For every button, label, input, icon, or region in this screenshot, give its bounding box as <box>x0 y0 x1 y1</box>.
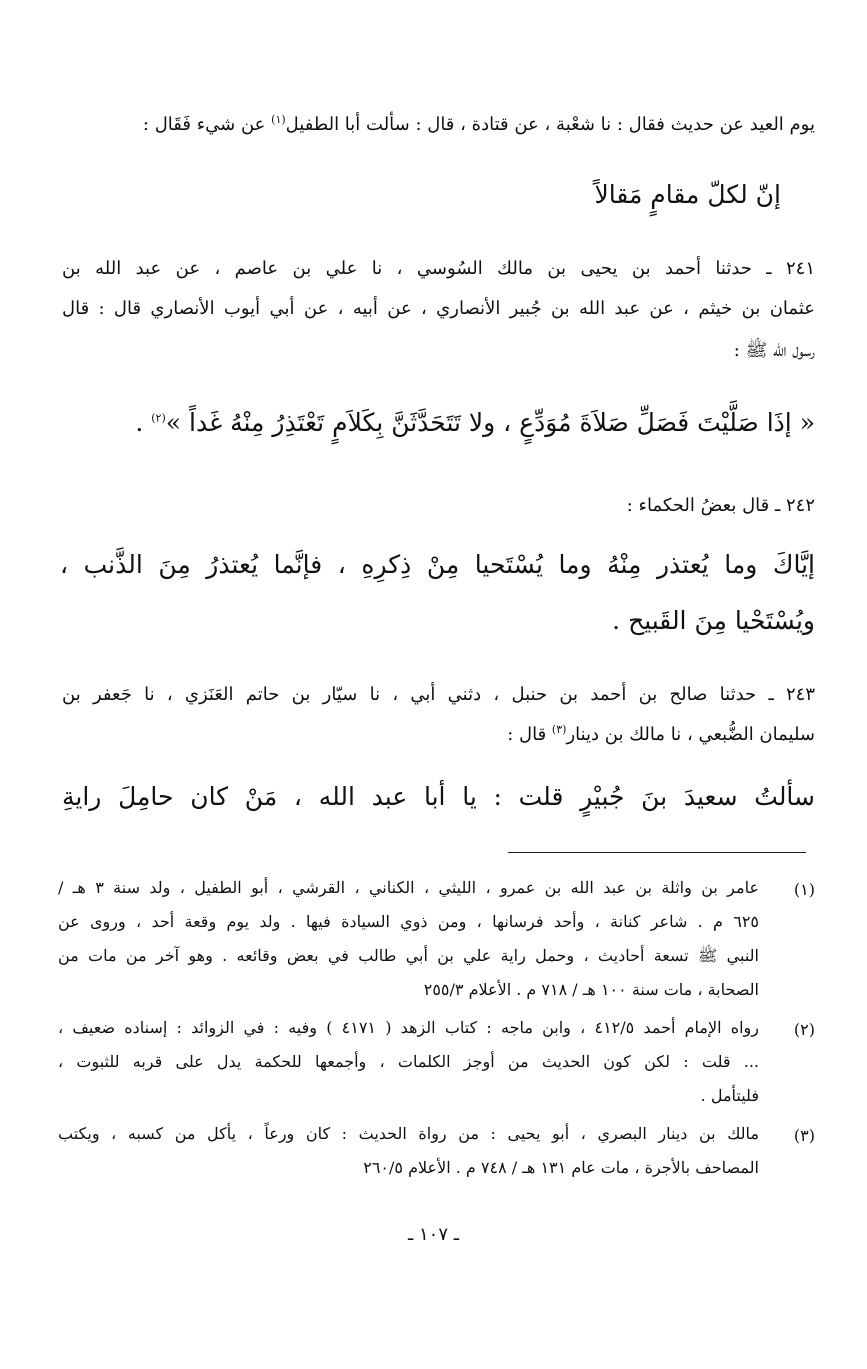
footnote-1-line-1: عامر بن واثلة بن عبد الله بن عمرو ، الليثي ، الكناني ، القرشي ، أبو الطفيل ، ولد سنة ٣ هـ / <box>58 878 760 897</box>
hadith-243-line-2-end: قال : <box>507 724 552 745</box>
hadith-242-quote-1: إيَّاكَ وما يُعتذر مِنْهُ وما يُسْتَحيا مِنْ ذِكرِهِ ، فإنَّما يُعتذرُ مِنَ الذَّنب ، <box>60 550 815 579</box>
footnote-2-line-3: فليتأمل . <box>700 1086 759 1105</box>
footnote-2-number: (٢) <box>793 1020 815 1039</box>
footnote-2-line-1: رواه الإمام أحمد ٤١٢/٥ ، وابن ماجه : كتاب الزهد ( ٤١٧١ ) وفيه : في الزوائد : إسناده ضعيف ، <box>58 1018 760 1037</box>
hadith-243-quote: سألتُ سعيدَ بنَ جُبيْرٍ قلت : يا أبا عبد الله ، مَنْ كان حامِلَ رايةِ <box>62 782 815 811</box>
footnote-separator <box>508 852 806 853</box>
hadith-241-line-3: رسول الله ﷺ : <box>733 340 815 361</box>
hadith-241-quote <box>135 410 815 435</box>
footnote-ref-1: (١) <box>271 113 286 126</box>
footnote-3-number: (٣) <box>793 1126 815 1145</box>
intro-line <box>142 113 815 135</box>
intro-text-end: عن شيء فَقَال : <box>142 114 272 135</box>
hadith-241-line-2: عثمان بن خيثم ، عن عبد الله بن جُبير الأنصاري ، عن أبيه ، عن أبي أيوب الأنصاري قال : قال <box>62 298 815 319</box>
intro-text: يوم العيد عن حديث فقال : نا شعْبة ، عن قتادة ، قال : سألت أبا الطفيل <box>285 114 815 135</box>
footnote-2-line-2: ... قلت : لكن كون الحديث من أوجز الكلمات ، وأجمعها للحكمة يدل على قربه للثبوت ، <box>58 1052 759 1071</box>
hadith-243-line-2 <box>507 723 815 745</box>
footnote-1-line-4: الصحابة ، مات سنة ١٠٠ هـ / ٧١٨ م . الأعلام ٢٥٥/٣ <box>423 980 759 999</box>
hadith-241-quote-text: « إذَا صَلَّيْتَ فَصَلِّ صَلاَةَ مُوَدِّعٍ ، ولا تَتَحَدَّثَنَّ بِكَلاَمٍ تَعْتَذِرُ مِنْهُ غَداً » <box>165 408 815 437</box>
footnote-1-line-3: النبي ﷺ تسعة أحاديث ، وحمل راية علي بن أبي طالب في بعض وقائعه . وهو آخر من مات من <box>58 946 759 965</box>
footnote-ref-3: (٣) <box>551 723 567 736</box>
poem-verse: إنّ لكلّ مقامٍ مَقالاً <box>594 180 781 209</box>
hadith-243-line-1: ٢٤٣ ـ حدثنا صالح بن أحمد بن حنبل ، دثني أبي ، نا سيّار بن حاتم العَنَزي ، نا جَعفر بن <box>62 684 815 705</box>
hadith-241-line-1: ٢٤١ ـ حدثنا أحمد بن يحيى بن مالك السُوسي ، نا علي بن عاصم ، عن عبد الله بن <box>62 258 815 279</box>
footnote-1-line-2: ٦٢٥ م . شاعر كنانة ، وأحد فرسانها ، ومن ذوي السيادة فيها . ولد يوم وقعة أحد ، وروى عن <box>58 912 760 931</box>
footnote-ref-2: (٢) <box>151 411 166 425</box>
hadith-241-quote-end: . <box>135 408 152 437</box>
footnote-3-line-2: المصاحف بالأجرة ، مات عام ١٣١ هـ / ٧٤٨ م . الأعلام ٢٦٠/٥ <box>363 1158 759 1177</box>
hadith-242-quote-2: ويُسْتَحْيا مِنَ القَبيح . <box>612 606 815 635</box>
page-number: ـ ١٠٧ ـ <box>407 1224 459 1245</box>
footnote-1-number: (١) <box>793 880 815 899</box>
footnote-3-line-1: مالك بن دينار البصري ، أبو يحيى : من رواة الحديث : كان ورعاً ، يأكل من كسبه ، ويكتب <box>58 1124 759 1143</box>
hadith-242-line-1: ٢٤٢ ـ قال بعضُ الحكماء : <box>626 495 815 516</box>
hadith-243-line-2-text: سليمان الضُّبعي ، نا مالك بن دينار <box>566 724 815 745</box>
